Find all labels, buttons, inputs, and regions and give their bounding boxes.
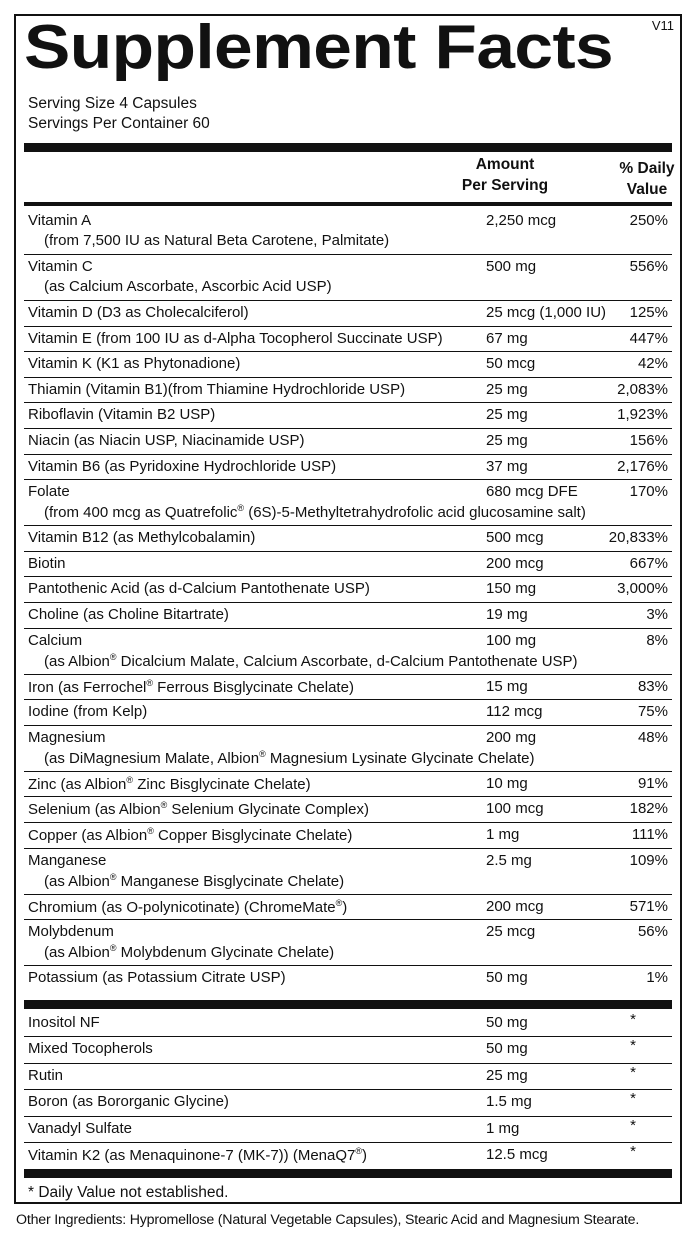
nutrient-daily-value: 1% [646, 969, 668, 987]
nutrient-name: Vitamin K2 (as Menaquinone-7 (MK-7)) (MenaQ7®) [28, 1145, 368, 1164]
nutrient-row [24, 823, 672, 849]
nutrient-daily-value: 20,833% [608, 529, 668, 547]
nutrient-daily-value: 83% [637, 677, 668, 695]
nutrient-source: (as DiMagnesium Malate, Albion® Magnesium Lysinate Glycinate Chelate) [44, 748, 535, 767]
nutrient-name: Selenium (as Albion® Selenium Glycinate Complex) [28, 800, 369, 819]
nutrient-daily-value: * [630, 1142, 636, 1160]
divider-header [24, 202, 672, 206]
other-nutrient-row [24, 1037, 672, 1063]
nutrient-daily-value: 2,083% [617, 380, 668, 398]
nutrient-name: Riboflavin (Vitamin B2 USP) [28, 406, 216, 424]
nutrient-daily-value: 447% [629, 329, 668, 347]
nutrient-amount: 25 mg [486, 380, 528, 398]
nutrient-amount: 15 mg [486, 677, 528, 695]
nutrient-name: Vanadyl Sulfate [28, 1119, 132, 1137]
other-nutrient-row [24, 1143, 672, 1169]
nutrient-row [24, 603, 672, 629]
nutrient-source: (as Albion® Dicalcium Malate, Calcium Ascorbate, d-Calcium Pantothenate USP) [44, 651, 578, 670]
nutrient-daily-value: 156% [629, 431, 668, 449]
nutrient-row [24, 455, 672, 481]
nutrient-row [24, 966, 672, 992]
nutrient-name: Vitamin C [28, 258, 93, 275]
nutrient-row [24, 301, 672, 327]
nutrient-daily-value: 3,000% [617, 580, 668, 598]
nutrient-amount: 19 mg [486, 605, 528, 623]
nutrient-row [24, 577, 672, 603]
supplement-facts-panel [14, 14, 682, 1204]
divider-thick-mid [24, 1000, 672, 1009]
nutrient-amount: 200 mcg [486, 897, 544, 915]
nutrient-name: Inositol NF [28, 1014, 100, 1031]
nutrient-daily-value: 125% [629, 304, 668, 321]
nutrient-name: Vitamin D (D3 as Cholecalciferol) [28, 304, 249, 321]
nutrient-amount: 50 mg [486, 1040, 528, 1058]
nutrient-daily-value: 111% [631, 825, 668, 843]
other-nutrient-row [24, 1011, 672, 1037]
nutrient-row [24, 629, 672, 675]
nutrient-row [24, 209, 672, 255]
nutrient-amount: 50 mg [486, 969, 528, 987]
nutrient-name: Iodine (from Kelp) [28, 703, 148, 721]
nutrient-daily-value: * [630, 1090, 636, 1108]
version-label: V11 [651, 18, 674, 33]
nutrient-amount: 1.5 mg [486, 1093, 532, 1111]
nutrient-source: (as Albion® Manganese Bisglycinate Chelate) [44, 871, 345, 890]
nutrient-row [24, 403, 672, 429]
nutrient-daily-value: * [630, 1116, 636, 1134]
nutrient-name: Zinc (as Albion® Zinc Bisglycinate Chelate) [28, 774, 311, 793]
servings-per-container: Servings Per Container 60 [28, 115, 210, 132]
nutrient-amount: 25 mcg [486, 923, 536, 941]
other-nutrient-row [24, 1117, 672, 1143]
nutrient-amount: 25 mg [486, 1066, 528, 1084]
dv-column-header: % Daily Value [619, 160, 675, 198]
nutrient-daily-value: 571% [629, 897, 668, 915]
nutrient-daily-value: 48% [637, 728, 668, 746]
nutrient-amount: 680 mcg DFE [486, 483, 578, 501]
nutrient-daily-value: 42% [637, 355, 668, 373]
nutrient-daily-value: 75% [637, 703, 668, 721]
nutrient-source: (from 7,500 IU as Natural Beta Carotene, Palmitate) [44, 232, 390, 249]
serving-info [28, 94, 210, 134]
nutrient-row [24, 526, 672, 552]
nutrient-amount: 50 mg [486, 1014, 528, 1031]
nutrient-row [24, 772, 672, 798]
nutrient-name: Rutin [28, 1066, 64, 1084]
nutrient-row [24, 255, 672, 301]
nutrient-amount: 25 mg [486, 431, 528, 449]
other-ingredients: Other Ingredients: Hypromellose (Natural Vegetable Capsules), Stearic Acid and Magnesium Stearate. [16, 1212, 640, 1228]
nutrient-amount: 200 mcg [486, 554, 544, 572]
amount-column-header: Amount Per Serving [461, 156, 549, 194]
nutrient-amount: 37 mg [486, 457, 528, 475]
nutrient-name: Chromium (as O-polynicotinate) (ChromeMate®) [28, 897, 348, 916]
nutrient-amount: 1 mg [486, 825, 520, 843]
nutrient-name: Vitamin B6 (as Pyridoxine Hydrochloride USP) [28, 457, 337, 475]
nutrient-amount: 100 mg [486, 631, 537, 649]
nutrient-name: Copper (as Albion® Copper Bisglycinate Chelate) [28, 825, 353, 844]
nutrient-row [24, 480, 672, 526]
nutrient-row [24, 552, 672, 578]
nutrient-daily-value: * [630, 1063, 636, 1081]
nutrient-daily-value: * [630, 1037, 636, 1055]
nutrient-name: Thiamin (Vitamin B1)(from Thiamine Hydrochloride USP) [28, 380, 406, 398]
nutrient-amount: 100 mcg [486, 800, 544, 818]
divider-thick-top [24, 143, 672, 152]
nutrient-amount: 150 mg [486, 580, 537, 598]
nutrient-amount: 2,250 mcg [486, 212, 557, 229]
nutrient-row [24, 920, 672, 966]
nutrient-daily-value: 556% [629, 258, 668, 275]
serving-size: Serving Size 4 Capsules [28, 95, 197, 112]
nutrient-daily-value: 56% [637, 923, 668, 941]
other-nutrient-row [24, 1090, 672, 1116]
nutrient-name: Pantothenic Acid (as d-Calcium Pantothenate USP) [28, 580, 370, 598]
other-nutrient-row [24, 1064, 672, 1090]
nutrient-name: Molybdenum [28, 923, 114, 941]
nutrient-amount: 1 mg [486, 1119, 520, 1137]
nutrient-name: Choline (as Choline Bitartrate) [28, 605, 229, 623]
nutrient-daily-value: 1,923% [617, 406, 668, 424]
nutrient-amount: 25 mg [486, 406, 528, 424]
nutrient-name: Vitamin E (from 100 IU as d-Alpha Tocopherol Succinate USP) [28, 329, 443, 347]
nutrient-table [24, 209, 672, 992]
nutrient-amount: 2.5 mg [486, 851, 532, 869]
nutrient-daily-value: 170% [629, 483, 668, 501]
nutrient-amount: 500 mcg [486, 529, 544, 547]
divider-thick-bottom [24, 1169, 672, 1178]
nutrient-amount: 112 mcg [486, 703, 543, 721]
daily-value-footnote: * Daily Value not established. [28, 1184, 229, 1201]
nutrient-amount: 10 mg [486, 774, 528, 792]
nutrient-name: Magnesium [28, 728, 106, 746]
nutrient-row [24, 352, 672, 378]
nutrient-row [24, 726, 672, 772]
nutrient-daily-value: 250% [629, 212, 668, 229]
nutrient-daily-value: 3% [646, 605, 668, 623]
nutrient-row [24, 675, 672, 701]
other-nutrient-table [24, 1011, 672, 1169]
nutrient-daily-value: 91% [637, 774, 668, 792]
nutrient-daily-value: 109% [629, 851, 668, 869]
nutrient-row [24, 429, 672, 455]
nutrient-row [24, 797, 672, 823]
nutrient-name: Vitamin K (K1 as Phytonadione) [28, 355, 241, 373]
nutrient-name: Biotin [28, 554, 66, 572]
nutrient-daily-value: 2,176% [617, 457, 668, 475]
nutrient-daily-value: 182% [629, 800, 668, 818]
nutrient-name: Vitamin A [28, 212, 92, 229]
nutrient-row [24, 895, 672, 921]
nutrient-daily-value: * [630, 1011, 636, 1028]
nutrient-name: Mixed Tocopherols [28, 1040, 153, 1058]
nutrient-amount: 50 mcg [486, 355, 536, 373]
nutrient-amount: 25 mcg (1,000 IU) [486, 304, 607, 321]
nutrient-row [24, 700, 672, 726]
nutrient-source: (as Albion® Molybdenum Glycinate Chelate) [44, 943, 335, 962]
nutrient-daily-value: 8% [646, 631, 668, 649]
nutrient-row [24, 378, 672, 404]
nutrient-source: (from 400 mcg as Quatrefolic® (6S)-5-Methyltetrahydrofolic acid glucosamine salt) [44, 503, 586, 522]
nutrient-amount: 500 mg [486, 258, 537, 275]
nutrient-amount: 67 mg [486, 329, 528, 347]
nutrient-daily-value: 667% [629, 554, 668, 572]
nutrient-name: Iron (as Ferrochel® Ferrous Bisglycinate Chelate) [28, 677, 354, 696]
nutrient-name: Calcium [28, 631, 83, 649]
nutrient-name: Boron (as Bororganic Glycine) [28, 1093, 229, 1111]
nutrient-amount: 200 mg [486, 728, 537, 746]
nutrient-name: Potassium (as Potassium Citrate USP) [28, 969, 286, 987]
nutrient-row [24, 327, 672, 353]
nutrient-source: (as Calcium Ascorbate, Ascorbic Acid USP) [44, 278, 332, 295]
nutrient-name: Manganese [28, 851, 107, 869]
nutrient-amount: 12.5 mcg [486, 1145, 548, 1163]
nutrient-name: Niacin (as Niacin USP, Niacinamide USP) [28, 431, 305, 449]
nutrient-name: Folate [28, 483, 70, 501]
nutrient-row [24, 849, 672, 895]
nutrient-name: Vitamin B12 (as Methylcobalamin) [28, 529, 256, 547]
panel-title: Supplement Facts [24, 13, 614, 82]
